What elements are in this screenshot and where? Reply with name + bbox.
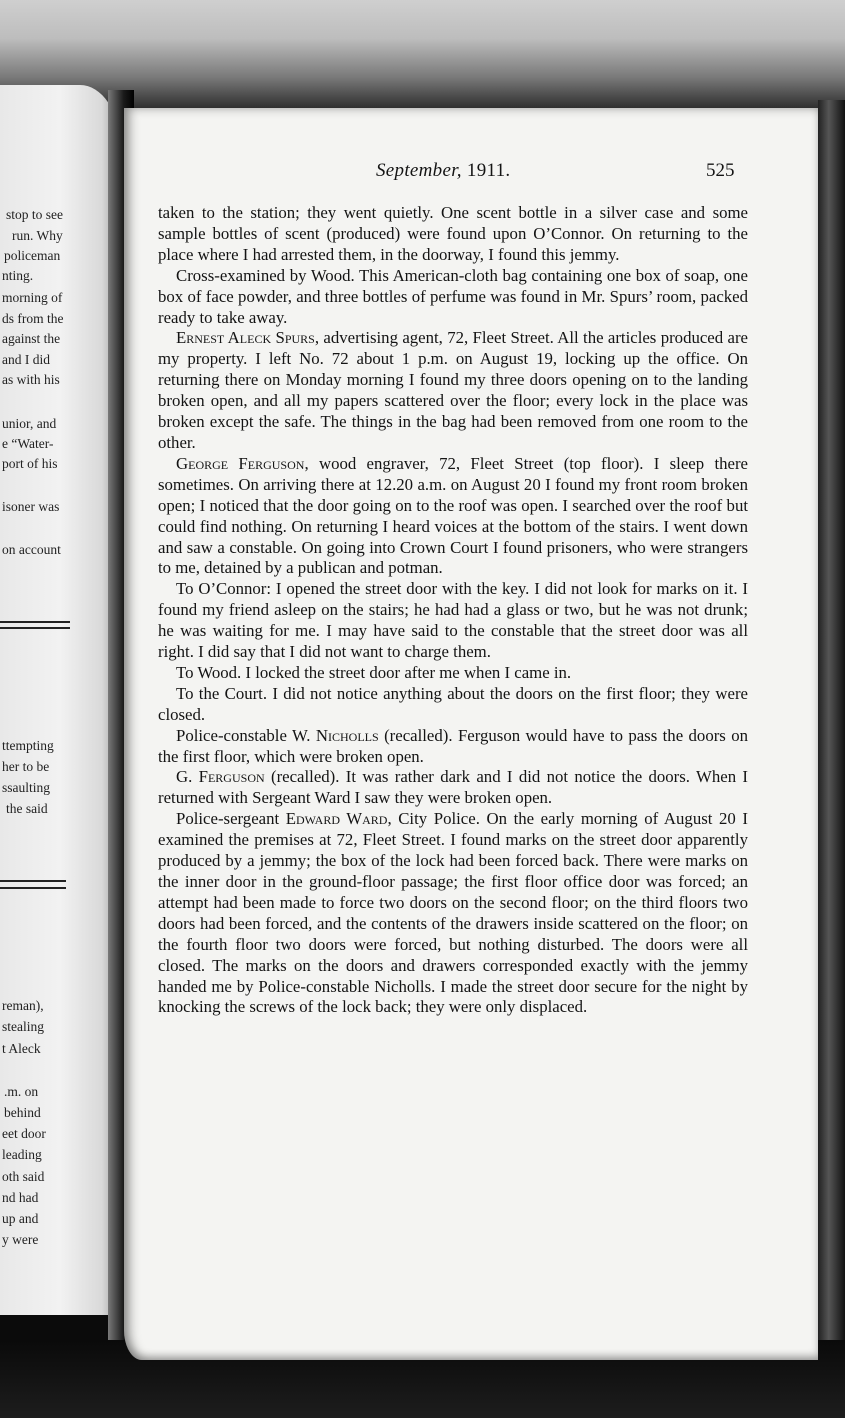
left-fragment: stop to see: [6, 207, 63, 222]
page-number: 525: [706, 160, 735, 181]
page-edge: [818, 100, 845, 1400]
divider-rule: [0, 627, 70, 629]
paragraph: Police-sergeant Edward Ward, City Police. On the early morning of August 20 I examined the premises at 72, Fleet Street. I found marks on the street door apparently produced by a jemmy; the box of the lock had been forced back. There were marks on the inner door in the ground-floor passage; the first floor office door was forced; an attempt had been made to force two doors on the second floor; on the third floors two doors had been forced, and the contents of the drawers inside scattered on the floor; on the fourth floor two doors were forced, but nothing disturbed. The doors were all closed. The marks on the doors and drawers corresponded exactly with the jemmy handed me by Police-constable Nicholls. I made the street door secure for the night by knocking the screws of the lock back; they were only displaced.: [158, 809, 748, 1017]
running-title-month: September,: [376, 160, 462, 181]
paragraph: Ernest Aleck Spurs, advertising agent, 72, Fleet Street. All the articles produced are my property. I left No. 72 about 1 p.m. on August 19, locking up the office. On returning there on Monday morning I found my three doors opening on to the landing broken open, and all my papers scattered over the floor; every lock in the place was broken except the safe. The things in the bag had been removed from one room to the other.: [158, 328, 748, 452]
running-head: [124, 160, 818, 190]
witness-name: Nicholls: [315, 725, 379, 745]
paragraph: G. Ferguson (recalled). It was rather dark and I did not notice the doors. When I returned with Sergeant Ward I saw they were broken open.: [158, 767, 748, 808]
witness-name: Edward Ward: [285, 809, 388, 829]
paragraph: Police-constable W. Nicholls (recalled). Ferguson would have to pass the doors on the first floor, which were broken open.: [158, 725, 748, 766]
paragraph: To the Court. I did not notice anything about the doors on the first floor; they were closed.: [158, 683, 748, 724]
left-fragment: run. Why: [12, 228, 63, 243]
left-fragment: .m. on: [4, 1084, 39, 1099]
witness-name: Ferguson: [198, 767, 265, 787]
left-fragment: stealing: [2, 1019, 44, 1034]
witness-name: Ernest Aleck Spurs: [176, 328, 315, 348]
divider-rule: [0, 621, 70, 623]
witness-name: George Ferguson: [176, 453, 305, 473]
left-fragment: y were: [2, 1232, 39, 1247]
left-fragment: as with his: [2, 372, 60, 387]
paragraph: taken to the station; they went quietly. One scent bottle in a silver case and some sample bottles of scent (produced) were found upon O’Connor. On returning to the place where I had arrested them, in the doorway, I found this jemmy.: [158, 203, 748, 264]
left-fragment: oth said: [2, 1169, 45, 1184]
left-fragment: up and: [2, 1211, 39, 1226]
divider-rule: [0, 880, 66, 882]
left-fragment: e “Water-: [2, 436, 54, 451]
left-fragment: reman),: [2, 998, 44, 1013]
left-fragment: ssaulting: [2, 780, 51, 795]
left-fragment: behind: [4, 1105, 41, 1120]
left-fragment: on account: [2, 542, 61, 557]
left-fragment: her to be: [2, 759, 50, 774]
left-fragment: policeman: [4, 248, 61, 263]
left-fragment: leading: [2, 1147, 42, 1162]
left-fragment: morning of: [2, 290, 63, 305]
paragraph: Cross-examined by Wood. This American-cloth bag containing one box of soap, one box of face powder, and three bottles of perfume was found in Mr. Spurs’ room, packed ready to take away.: [158, 265, 748, 327]
left-fragment: eet door: [2, 1126, 46, 1141]
left-fragment: unior, and: [2, 416, 57, 431]
body-text: [158, 203, 748, 1018]
left-fragment: and I did: [2, 352, 50, 367]
running-title-year: 1911.: [466, 160, 511, 181]
left-fragment: nd had: [2, 1190, 39, 1205]
left-fragment: nting.: [2, 268, 34, 283]
divider-rule: [0, 887, 66, 889]
paragraph: To Wood. I locked the street door after me when I came in.: [176, 662, 572, 682]
left-fragment: the said: [6, 801, 48, 816]
left-fragment: t Aleck: [2, 1041, 41, 1056]
paragraph: To O’Connor: I opened the street door with the key. I did not look for marks on it. I found my friend asleep on the stairs; he had had a glass or two, but he was not drunk; he was waiting for me. I may have said to the constable that the street door was all right. I did say that I did not want to charge them.: [158, 579, 748, 662]
left-fragment: ds from the: [2, 311, 64, 326]
left-fragment: isoner was: [2, 499, 60, 514]
paragraph: George Ferguson, wood engraver, 72, Fleet Street (top floor). I sleep there sometimes. On arriving there at 12.20 a.m. on August 20 I found my front room broken open; I noticed that the door going on to the roof was open. I searched over the roof but could find nothing. On returning I heard voices at the bottom of the stairs. I went down and saw a constable. On going into Crown Court I found prisoners, who were strangers to me, detained by a publican and potman.: [158, 453, 748, 578]
left-fragment: ttempting: [2, 738, 54, 753]
left-fragment: against the: [2, 331, 61, 346]
running-title: [376, 160, 510, 182]
left-fragment: port of his: [2, 456, 58, 471]
